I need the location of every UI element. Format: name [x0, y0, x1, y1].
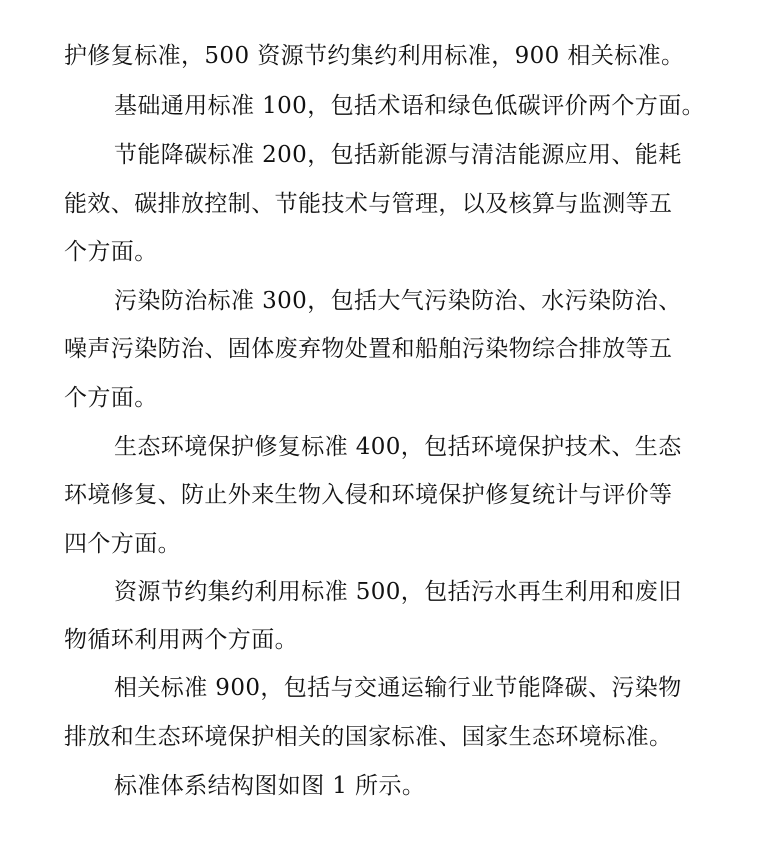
text-line: 个方面。 [64, 385, 158, 411]
text-line: 物循环利用两个方面。 [64, 627, 298, 653]
text-line: 节能降碳标准 200，包括新能源与清洁能源应用、能耗 [114, 142, 682, 168]
text-line: 生态环境保护修复标准 400，包括环境保护技术、生态 [114, 434, 682, 460]
text-line: 噪声污染防治、固体废弃物处置和船舶污染物综合排放等五 [64, 336, 673, 362]
text-line: 污染防治标准 300，包括大气污染防治、水污染防治、 [114, 288, 682, 314]
text-line: 基础通用标准 100，包括术语和绿色低碳评价两个方面。 [114, 93, 706, 119]
text-line: 个方面。 [64, 239, 158, 265]
text-line: 相关标准 900，包括与交通运输行业节能降碳、污染物 [114, 675, 682, 701]
text-line: 排放和生态环境保护相关的国家标准、国家生态环境标准。 [64, 724, 673, 750]
text-line: 四个方面。 [64, 531, 181, 557]
text-line: 护修复标准，500 资源节约集约利用标准，900 相关标准。 [64, 43, 685, 69]
text-line: 能效、碳排放控制、节能技术与管理，以及核算与监测等五 [64, 191, 673, 217]
text-line: 资源节约集约利用标准 500，包括污水再生利用和废旧 [114, 579, 682, 605]
text-line: 标准体系结构图如图 1 所示。 [114, 773, 426, 799]
text-line: 环境修复、防止外来生物入侵和环境保护修复统计与评价等 [64, 482, 673, 508]
